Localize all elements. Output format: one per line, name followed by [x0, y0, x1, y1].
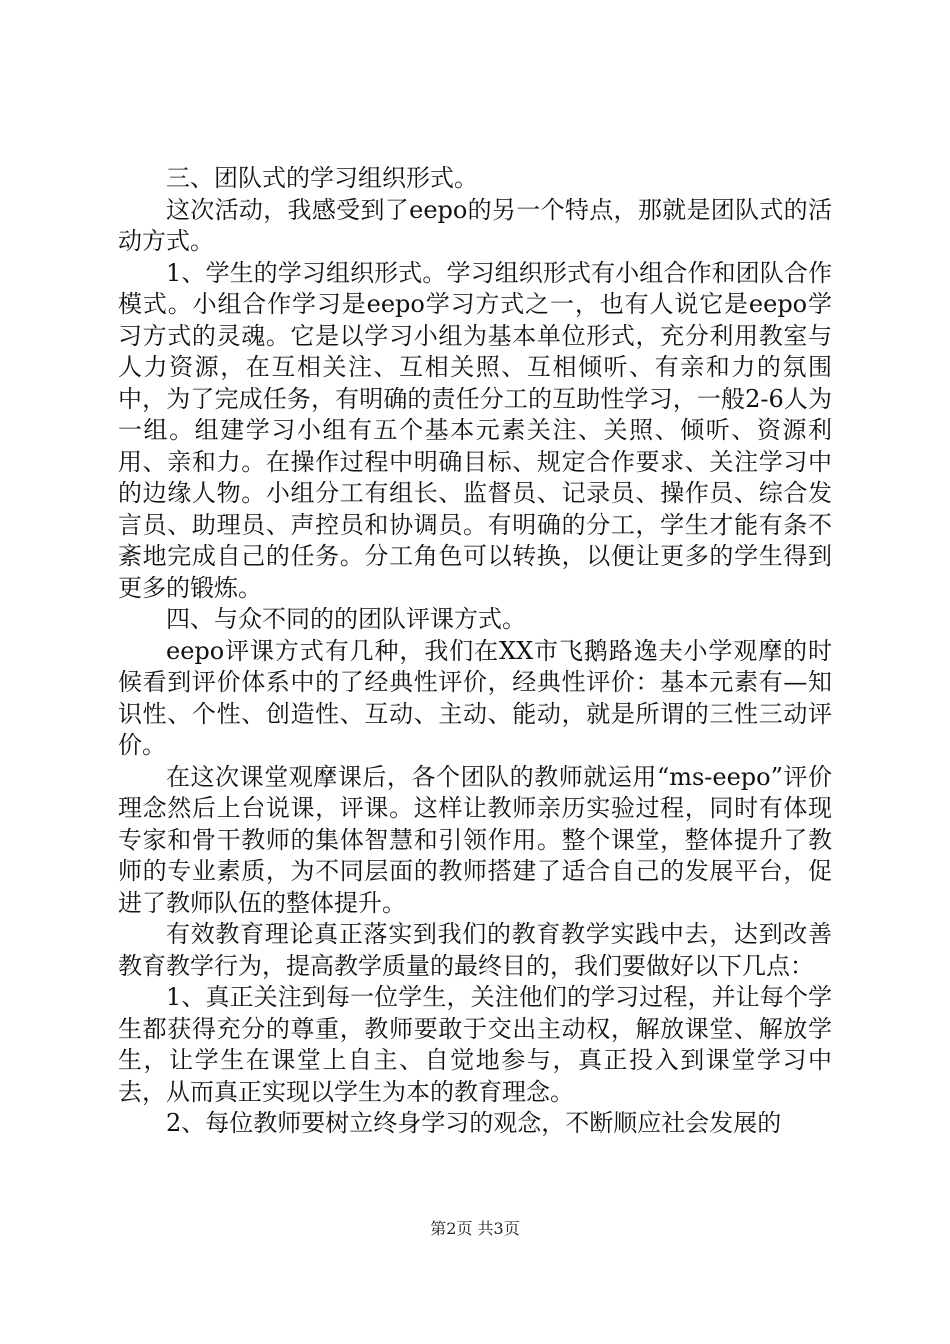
section-heading-3: 三、团队式的学习组织形式。 [166, 164, 478, 192]
paragraph: eepo评课方式有几种，我们在XX市飞鹅路逸夫小学观摩的时候看到评价体系中的了经典性评价，经典性评价：基本元素有—知识性、个性、创造性、互动、主动、能动，就是所谓的三性三动评价。 [118, 636, 832, 759]
paragraph: 这次活动，我感受到了eepo的另一个特点，那就是团队式的活动方式。 [118, 195, 832, 255]
page-footer [0, 1216, 950, 1239]
paragraph: 1、学生的学习组织形式。学习组织形式有小组合作和团队合作模式。小组合作学习是eepo学习方式之一，也有人说它是eepo学习方式的灵魂。它是以学习小组为基本单位形式，充分利用教室与人力资源，在互相关注、互相关照、互相倾听、有亲和力的氛围中，为了完成任务，有明确的责任分工的互助性学习，一般2-6人为一组。组建学习小组有五个基本元素关注、关照、倾听、资源利用、亲和力。在操作过程中明确目标、规定合作要求、关注学习中的边缘人物。小组分工有组长、监督员、记录员、操作员、综合发言员、助理员、声控员和协调员。有明确的分工，学生才能有条不紊地完成自己的任务。分工角色可以转换，以便让更多的学生得到更多的锻炼。 [118, 258, 832, 602]
paragraph: 有效教育理论真正落实到我们的教育教学实践中去，达到改善教育教学行为，提高教学质量的最终目的，我们要做好以下几点： [118, 920, 832, 980]
document-body [118, 163, 832, 1140]
section-heading-4: 四、与众不同的的团队评课方式。 [166, 605, 526, 633]
page-number: 第2页 共3页 [430, 1219, 520, 1238]
list-item-1: 1、真正关注到每一位学生，关注他们的学习过程，并让每个学生都获得充分的尊重，教师要敢于交出主动权，解放课堂、解放学生，让学生在课堂上自主、自觉地参与，真正投入到课堂学习中去，从而真正实现以学生为本的教育理念。 [118, 983, 832, 1106]
paragraph: 在这次课堂观摩课后，各个团队的教师就运用“ms-eepo”评价理念然后上台说课，评课。这样让教师亲历实验过程，同时有体现专家和骨干教师的集体智慧和引领作用。整个课堂，整体提升了教师的专业素质，为不同层面的教师搭建了适合自己的发展平台，促进了教师队伍的整体提升。 [118, 762, 832, 917]
list-item-2: 2、每位教师要树立终身学习的观念，不断顺应社会发展的 [166, 1109, 782, 1137]
